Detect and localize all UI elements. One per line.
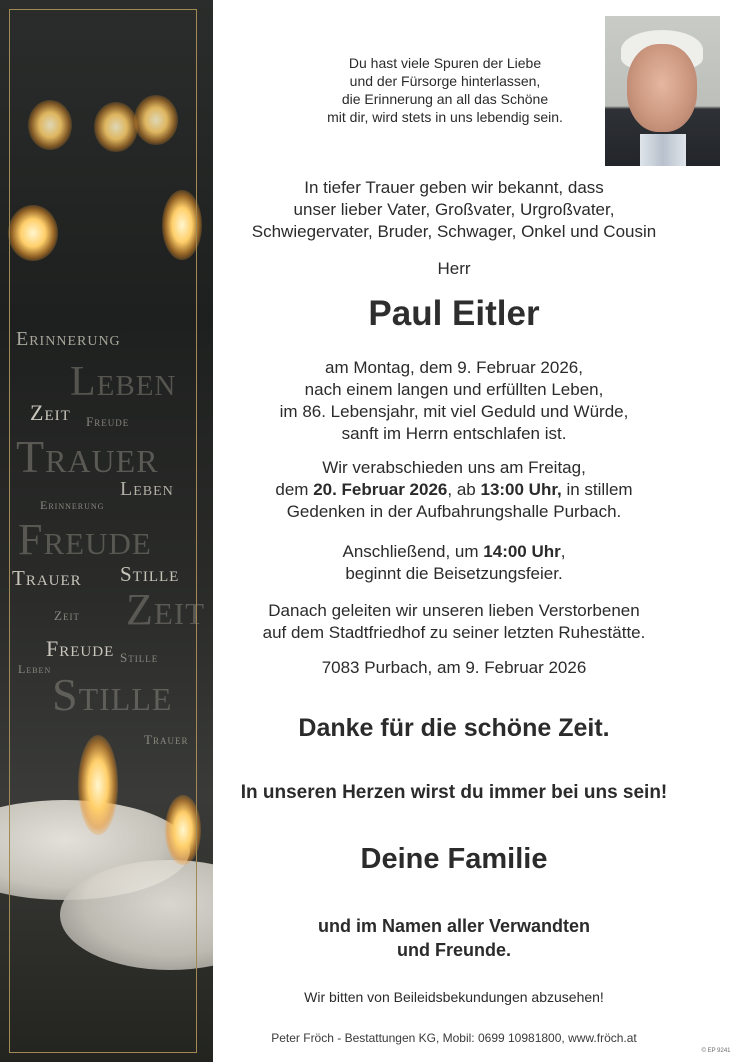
burial-line: auf dem Stadtfriedhof zu seiner letzten Ruhestätte. [262,623,646,642]
sidebar-word: Freude [46,636,115,661]
sidebar-word: Leben [70,359,177,405]
funeral-home-footer: Peter Fröch - Bestattungen KG, Mobil: 0699 10981800, www.fröch.at [271,1031,637,1045]
sidebar-word: Zeit [126,585,206,634]
intro-line: Schwiegervater, Bruder, Schwager, Onkel und Cousin [251,222,657,241]
sidebar-word: Zeit [30,400,71,425]
death-line: nach einem langen und erfüllten Leben, [304,380,604,399]
intro-line: unser lieber Vater, Großvater, Urgroßvater, [293,200,615,219]
poem-line: die Erinnerung an all das Schöne [341,91,549,107]
sidebar-word: Trauer [144,732,189,747]
death-line: im 86. Lebensjahr, mit viel Geduld und Würde, [279,402,629,421]
sidebar-word: Stille [120,650,159,665]
print-code: © EP 9241 [701,1048,731,1054]
sidebar-word: Leben [18,662,52,676]
burial-line: Danach geleiten wir unseren lieben Verstorbenen [268,601,640,620]
ceremony-time: 14:00 Uhr [483,542,561,561]
farewell-date: 20. Februar 2026 [313,480,448,499]
condolence-note: Wir bitten von Beileidsbekundungen abzusehen! [304,989,604,1005]
sidebar-word: Erinnerung [40,498,105,512]
death-line: am Montag, dem 9. Februar 2026, [325,358,583,377]
hearts-line: In unseren Herzen wirst du immer bei uns sein! [240,782,668,803]
relatives-line: und Freunde. [397,940,511,960]
farewell-text: , ab [447,480,481,499]
sidebar-word: Stille [52,669,173,720]
farewell-time: 13:00 Uhr, [480,480,562,499]
deceased-name: Paul Eitler [368,294,540,333]
family-signature: Deine Familie [360,843,548,875]
sidebar-word: Stille [120,562,180,586]
farewell-line [230,479,678,501]
sidebar-word: Freude [86,414,130,429]
salutation: Herr [437,259,471,278]
thanks-heading: Danke für die schöne Zeit. [298,714,610,742]
relatives-line: und im Namen aller Verwandten [317,916,591,936]
place-date: 7083 Purbach, am 9. Februar 2026 [321,658,587,677]
candle-sidebar-image [0,0,213,1062]
sidebar-word: Trauer [12,566,82,590]
death-line: sanft im Herrn entschlafen ist. [341,424,567,443]
poem-line: Du hast viele Spuren der Liebe [348,55,542,71]
poem-line: und der Fürsorge hinterlassen, [349,73,541,89]
ceremony-text: , [560,542,566,561]
portrait-photo [605,16,720,166]
ceremony-line [230,541,678,563]
sidebar-word: Trauer [16,431,159,482]
farewell-line: Wir verabschieden uns am Freitag, [322,458,586,477]
portrait-collar [640,134,686,166]
gold-frame-border [9,9,197,1053]
intro-line: In tiefer Trauer geben wir bekannt, dass [304,178,604,197]
sidebar-word: Erinnerung [16,328,121,350]
ceremony-text: Anschließend, um [342,542,484,561]
farewell-text: dem [275,480,314,499]
sidebar-word: Freude [18,515,152,564]
sidebar-word: Leben [120,478,174,500]
sidebar-word: Zeit [54,608,80,623]
poem-line: mit dir, wird stets in uns lebendig sein. [327,109,563,125]
ceremony-line: beginnt die Beisetzungsfeier. [345,564,563,583]
farewell-line: Gedenken in der Aufbahrungshalle Purbach. [286,502,622,521]
portrait-face [627,44,697,132]
farewell-text: in stillem [561,480,633,499]
